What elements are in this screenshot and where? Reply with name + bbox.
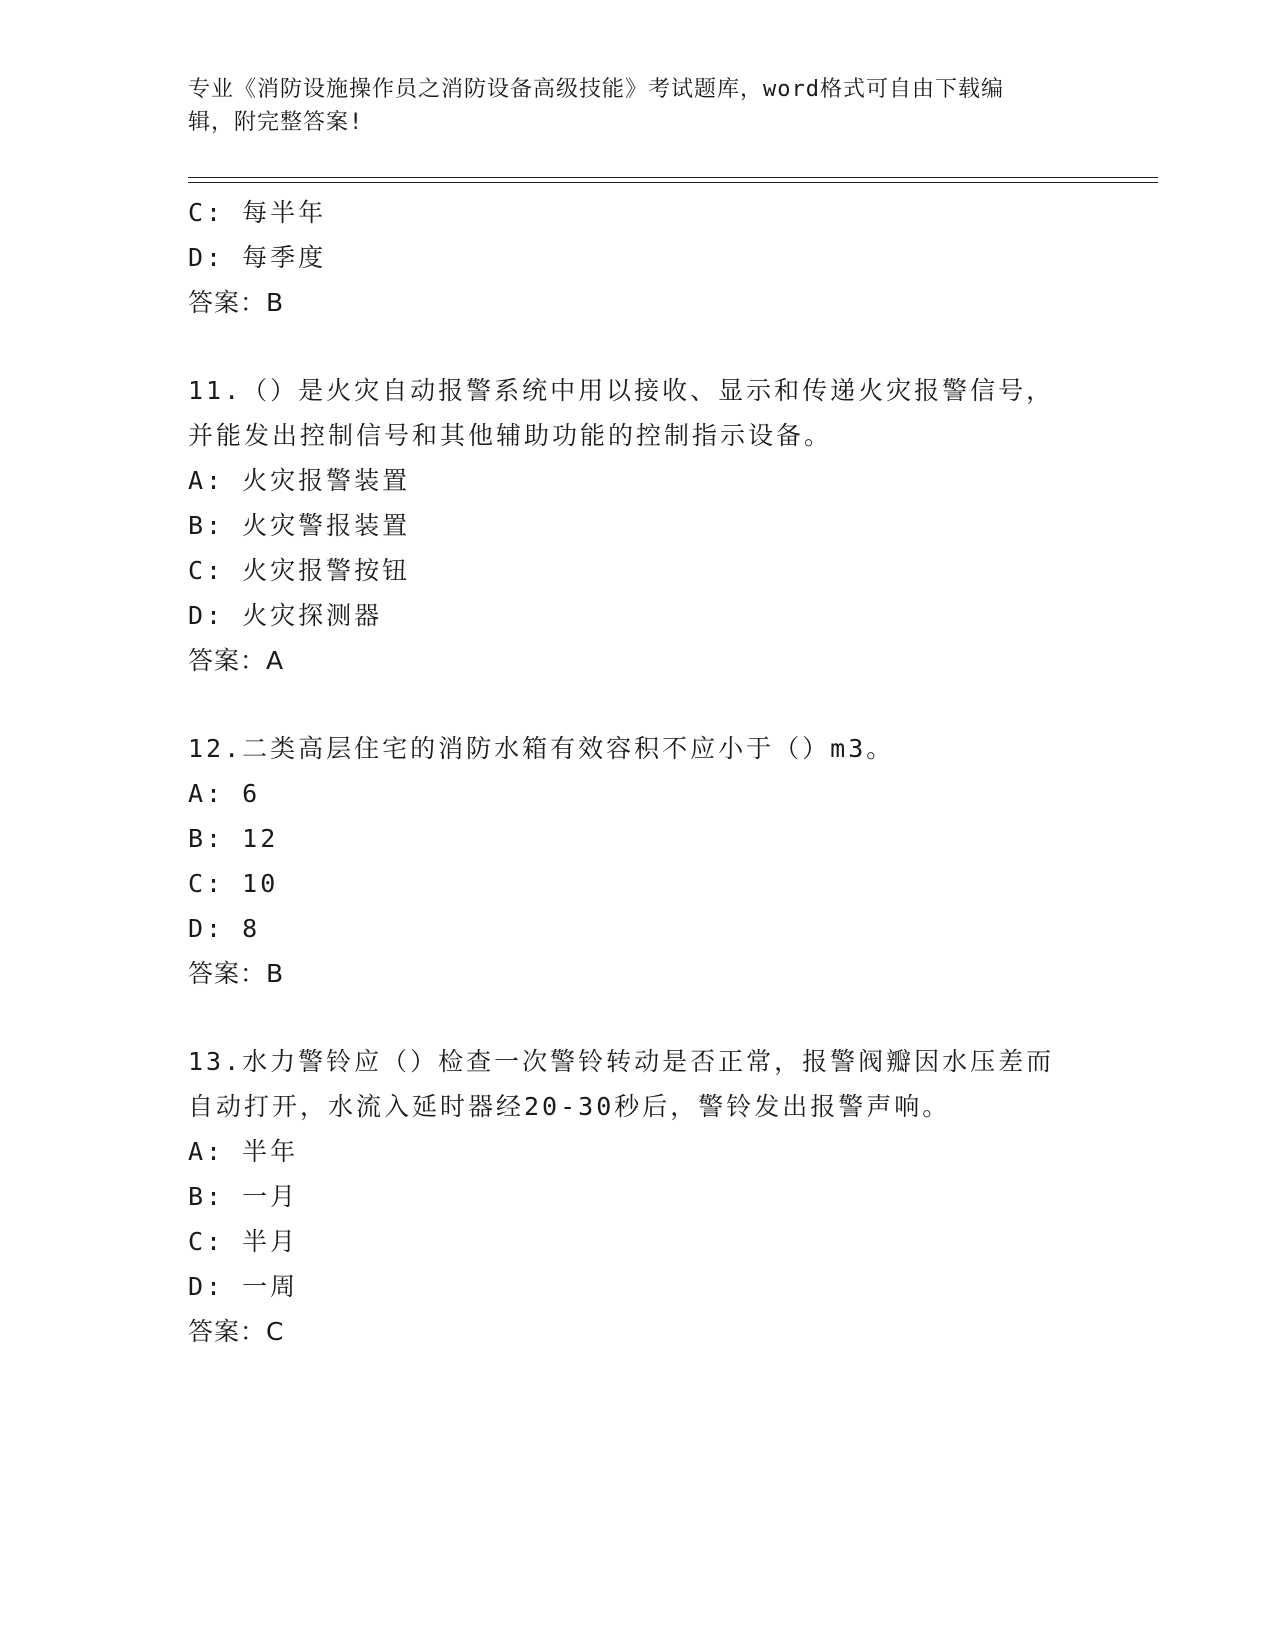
question-stem-continued: 并能发出控制信号和其他辅助功能的控制指示设备。 xyxy=(188,421,833,450)
question-10-tail xyxy=(188,190,1088,326)
option-a: A: 火灾报警装置 xyxy=(188,466,411,495)
option-d: D: 火灾探测器 xyxy=(188,601,383,630)
spacer xyxy=(188,684,1088,726)
answer-line: 答案：C xyxy=(188,1317,285,1346)
header-line-2: 辑，附完整答案! xyxy=(188,110,364,135)
answer-line: 答案：A xyxy=(188,646,285,675)
question-content xyxy=(188,190,1088,1355)
question-stem: 11.（）是火灾自动报警系统中用以接收、显示和传递火灾报警信号， xyxy=(188,376,1055,405)
header-divider-top xyxy=(188,177,1158,178)
option-b: B: 火灾警报装置 xyxy=(188,511,411,540)
option-a: A: 6 xyxy=(188,779,261,808)
option-a: A: 半年 xyxy=(188,1137,299,1166)
question-stem: 12.二类高层住宅的消防水箱有效容积不应小于（）m3。 xyxy=(188,734,895,763)
option-d: D: 一周 xyxy=(188,1272,299,1301)
option-c: C: 火灾报警按钮 xyxy=(188,556,411,585)
option-d: D: 8 xyxy=(188,914,261,943)
question-11 xyxy=(188,368,1088,684)
question-13 xyxy=(188,1039,1088,1355)
spacer xyxy=(188,326,1088,368)
option-b: B: 一月 xyxy=(188,1182,299,1211)
option-c: C: 10 xyxy=(188,869,279,898)
option-b: B: 12 xyxy=(188,824,279,853)
option-d: D: 每季度 xyxy=(188,243,327,272)
document-header xyxy=(188,73,1068,139)
header-divider-bottom xyxy=(188,182,1158,183)
answer-line: 答案：B xyxy=(188,959,285,988)
question-12 xyxy=(188,726,1088,997)
option-c: C: 每半年 xyxy=(188,198,327,227)
spacer xyxy=(188,997,1088,1039)
answer-line: 答案：B xyxy=(188,288,285,317)
question-stem: 13.水力警铃应（）检查一次警铃转动是否正常，报警阀瓣因水压差而 xyxy=(188,1047,1055,1076)
question-stem-continued: 自动打开，水流入延时器经20-30秒后，警铃发出报警声响。 xyxy=(188,1092,951,1121)
header-line-1: 专业《消防设施操作员之消防设备高级技能》考试题库，word格式可自由下载编 xyxy=(188,77,1004,102)
option-c: C: 半月 xyxy=(188,1227,299,1256)
